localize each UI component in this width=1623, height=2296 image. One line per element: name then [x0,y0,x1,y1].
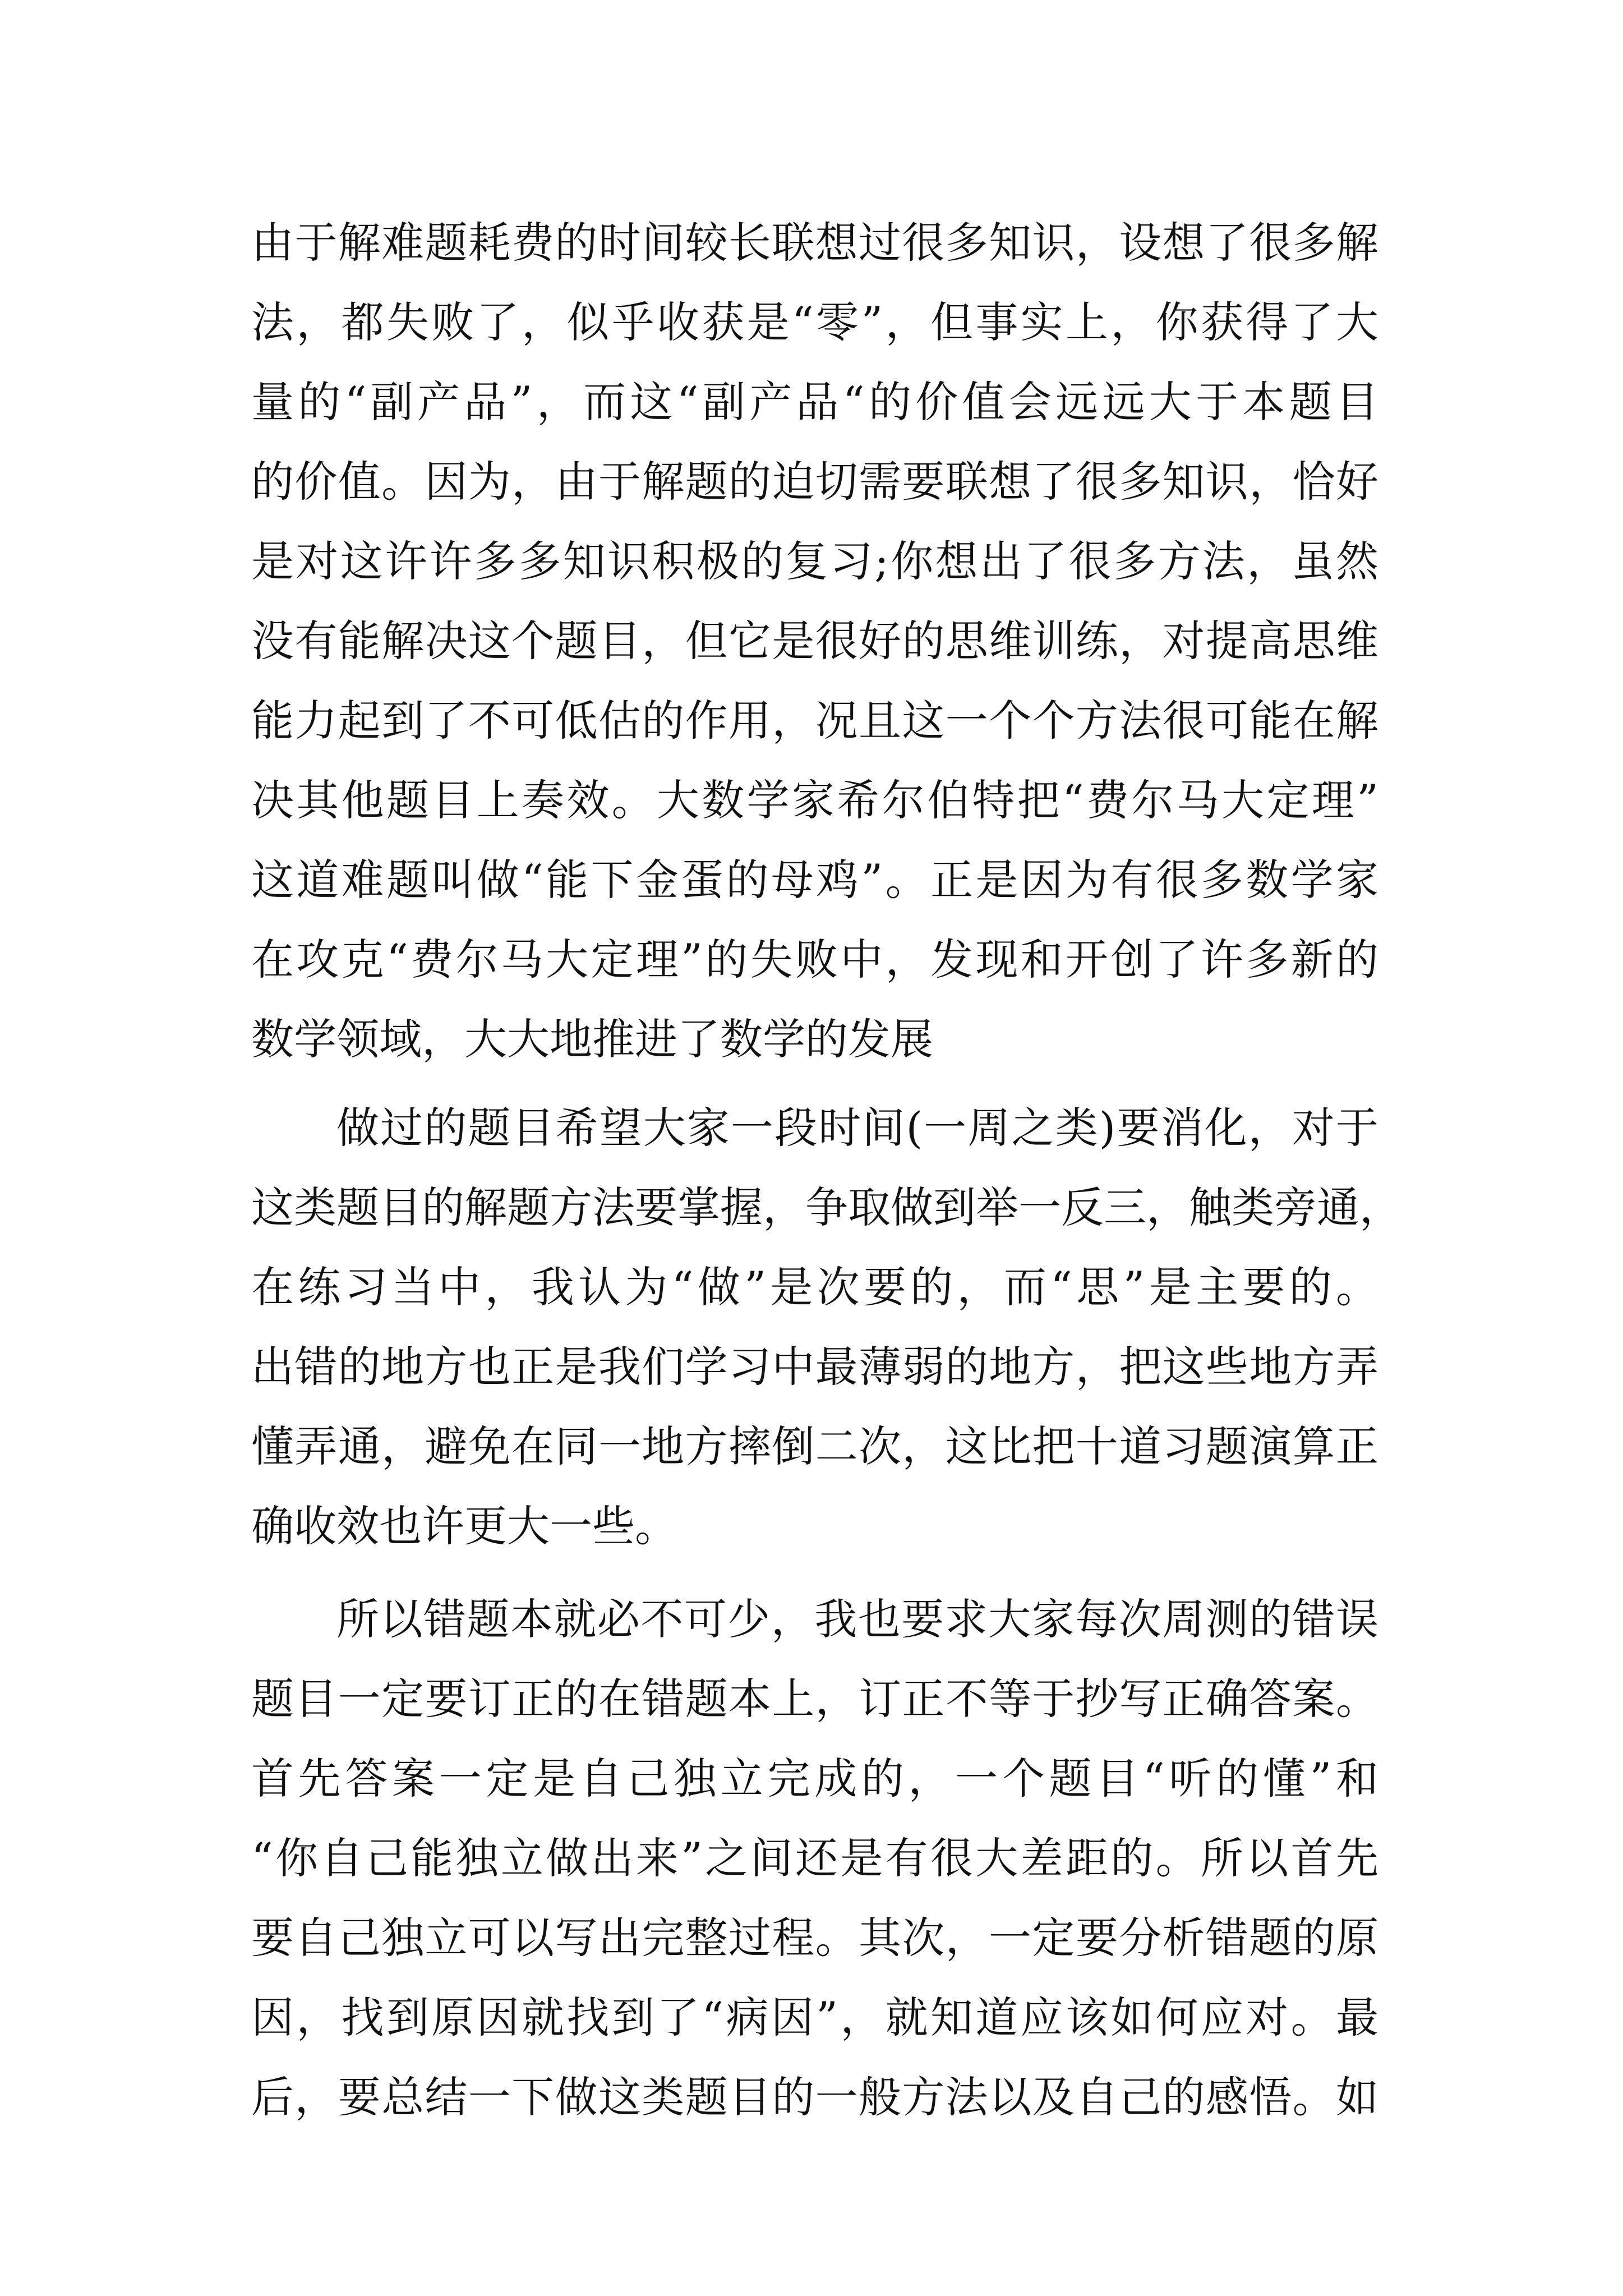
text-line: 首先答案一定是自己独立完成的，一个题目“听的懂”和 [251,1754,1378,1803]
text-line: 能力起到了不可低估的作用，况且这一个个方法很可能在解 [251,696,1378,746]
text-line: 懂弄通，避免在同一地方摔倒二次，这比把十道习题演算正 [251,1421,1378,1471]
text-line: 这类题目的解题方法要掌握，争取做到举一反三，触类旁通， [251,1182,1402,1232]
text-line: 量的“副产品”，而这“副产品“的价值会远远大于本题目 [251,377,1378,427]
paragraph-3 [251,1580,1378,2137]
text-line: 没有能解决这个题目，但它是很好的思维训练，对提高思维 [251,616,1378,666]
text-line: 是对这许许多多知识积极的复习;你想出了很多方法，虽然 [251,536,1378,586]
text-line: 的价值。因为，由于解题的迫切需要联想了很多知识，恰好 [251,457,1378,507]
text-line: 后，要总结一下做这类题目的一般方法以及自己的感悟。如 [251,2072,1378,2122]
text-line: 决其他题目上奏效。大数学家希尔伯特把“费尔马大定理” [251,775,1378,825]
body-text [251,203,1402,2137]
text-line: “你自己能独立做出来”之间还是有很大差距的。所以首先 [251,1833,1378,1883]
text-line: 题目一定要订正的在错题本上，订正不等于抄写正确答案。 [251,1674,1378,1724]
paragraph-2 [251,1088,1402,1566]
paragraph-1 [251,203,1378,1079]
text-line: 在练习当中，我认为“做”是次要的，而“思”是主要的。 [251,1262,1378,1312]
text-line: 数学领域，大大地推进了数学的发展 [251,1014,933,1064]
text-line: 所以错题本就必不可少，我也要求大家每次周测的错误 [336,1594,1378,1644]
text-line: 要自己独立可以写出完整过程。其次，一定要分析错题的原 [251,1913,1378,1963]
text-line: 做过的题目希望大家一段时间(一周之类)要消化，对于 [336,1103,1378,1153]
text-line: 法，都失败了，似乎收获是“零”，但事实上，你获得了大 [251,297,1378,347]
text-line: 这道难题叫做“能下金蛋的母鸡”。正是因为有很多数学家 [251,855,1378,905]
text-line: 在攻克“费尔马大定理”的失败中，发现和开创了许多新的 [251,935,1378,984]
text-line: 因，找到原因就找到了“病因”，就知道应该如何应对。最 [251,1993,1378,2042]
text-line: 由于解难题耗费的时间较长联想过很多知识，设想了很多解 [251,218,1378,268]
text-line: 确收效也许更大一些。 [251,1501,677,1551]
text-line: 出错的地方也正是我们学习中最薄弱的地方，把这些地方弄 [251,1342,1378,1392]
